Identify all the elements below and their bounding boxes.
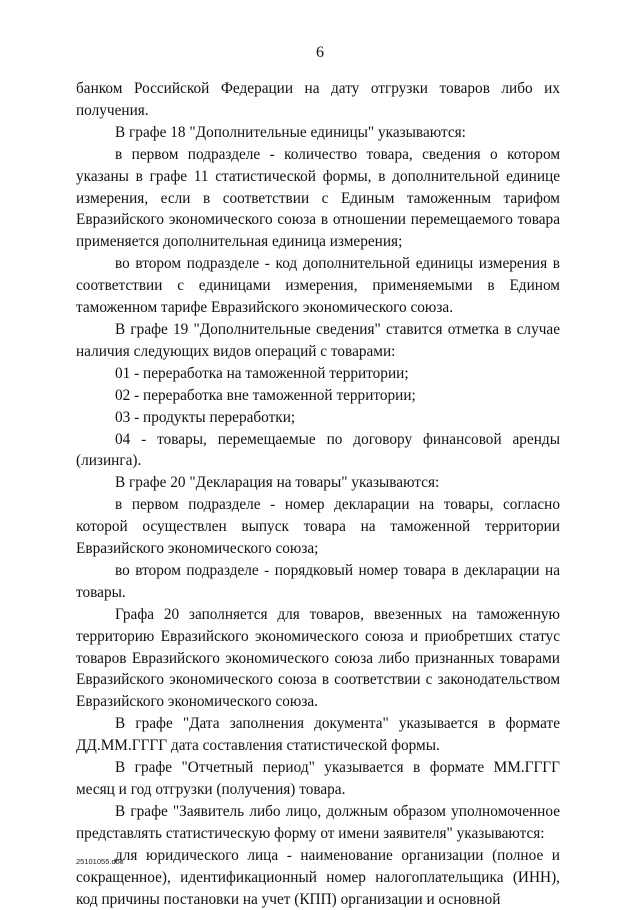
paragraph: Графа 20 заполняется для товаров, ввезенных на таможенную территорию Евразийского экономического союза и приобретших статус товаров Евразийского экономического союза либо признанных товарами Евразийского экономического союза в соответствии с законодательством Евразийского экономического союза. (76, 605, 560, 711)
paragraph: банком Российской Федерации на дату отгрузки товаров либо их получения. (76, 80, 560, 119)
paragraph: во втором подразделе - код дополнительной единицы измерения в соответствии с единицами измерения, применяемыми в Едином таможенном тарифе Евразийского экономического союза. (76, 255, 560, 317)
paragraph: в первом подразделе - номер декларации на товары, согласно которой осуществлен выпуск товара на таможенной территории Евразийского экономического союза; (76, 496, 560, 558)
paragraph: 02 - переработка вне таможенной территории; (115, 386, 416, 404)
paragraph: для юридического лица - наименование организации (полное и сокращенное), идентификационный номер налогоплательщика (ИНН), код причины постановки на учет (КПП) организации и основной (76, 846, 560, 908)
paragraph: 03 - продукты переработки; (115, 408, 296, 426)
footer-filename: 25101055.doc (76, 857, 124, 866)
paragraph: В графе 20 "Декларация на товары" указываются: (115, 474, 440, 492)
paragraph: В графе "Заявитель либо лицо, должным образом уполномоченное представлять статистическую форму от имени заявителя" указываются: (76, 802, 560, 842)
paragraph: В графе 18 "Дополнительные единицы" указываются: (115, 123, 466, 141)
paragraph: В графе 19 "Дополнительные сведения" ставится отметка в случае наличия следующих видов операций с товарами: (76, 320, 560, 360)
paragraph: во втором подразделе - порядковый номер товара в декларации на товары. (76, 561, 560, 601)
document-body (76, 78, 560, 910)
paragraph: В графе "Дата заполнения документа" указывается в формате ДД.ММ.ГГГГ дата составления статистической формы. (76, 715, 560, 755)
paragraph: 04 - товары, перемещаемые по договору финансовой аренды (лизинга). (76, 430, 560, 470)
paragraph: 01 - переработка на таможенной территории; (115, 364, 409, 382)
paragraph: В графе "Отчетный период" указывается в формате ММ.ГГГГ месяц и год отгрузки (получения) товара. (76, 759, 560, 798)
page-number: 6 (316, 44, 324, 61)
paragraph: в первом подразделе - количество товара, сведения о котором указаны в графе 11 статистической формы, в дополнительной единице измерения, если в соответствии с Единым таможенным тарифом Евразийского экономического союза в отношении перемещаемого товара применяется дополнительная единица измерения; (76, 145, 560, 251)
